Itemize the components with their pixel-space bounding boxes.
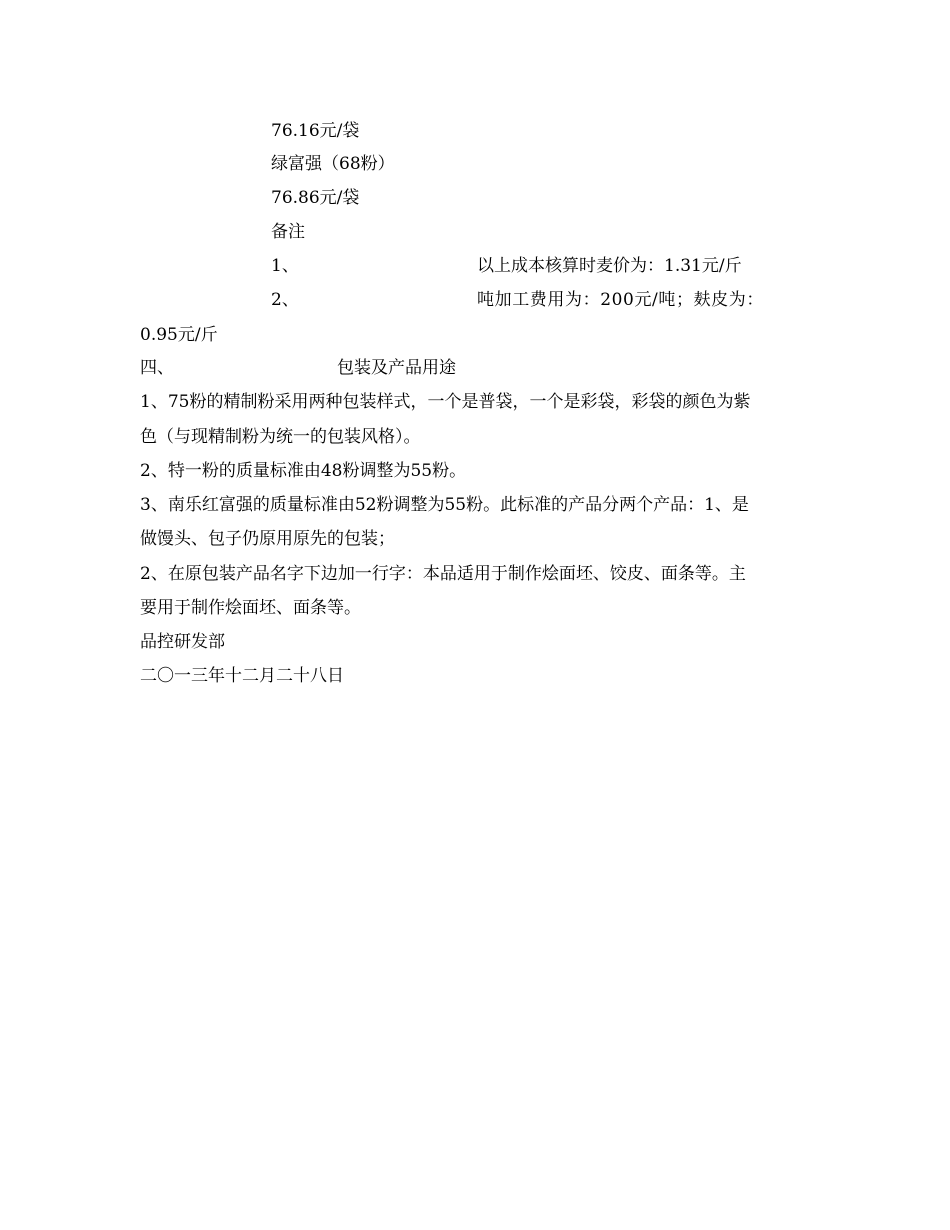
paragraph-4-line-1: 2、在原包装产品名字下边加一行字：本品适用于制作烩面坯、饺皮、面条等。主 bbox=[140, 564, 746, 584]
paragraph-1-line-1: 1、75粉的精制粉采用两种包装样式，一个是普袋，一个是彩袋，彩袋的颜色为紫 bbox=[140, 392, 751, 412]
note-2-text: 吨加工费用为：200元/吨；麸皮为： bbox=[477, 290, 764, 310]
note-2-number: 2、 bbox=[271, 290, 299, 310]
product-green-fuqiang: 绿富强（68粉） bbox=[271, 154, 395, 174]
note-1-number: 1、 bbox=[271, 256, 299, 276]
note-1-text: 以上成本核算时麦价为：1.31元/斤 bbox=[477, 256, 742, 276]
price-line-1: 76.16元/袋 bbox=[271, 121, 360, 141]
note-2-continuation: 0.95元/斤 bbox=[140, 325, 218, 345]
notes-label: 备注 bbox=[271, 222, 305, 242]
section-4-title: 包装及产品用途 bbox=[337, 358, 456, 378]
price-line-2: 76.86元/袋 bbox=[271, 188, 360, 208]
paragraph-2: 2、特一粉的质量标准由48粉调整为55粉。 bbox=[140, 461, 467, 481]
paragraph-3-line-1: 3、南乐红富强的质量标准由52粉调整为55粉。此标准的产品分两个产品：1、是 bbox=[140, 495, 749, 515]
section-4-number: 四、 bbox=[140, 358, 174, 378]
paragraph-4-line-2: 要用于制作烩面坯、面条等。 bbox=[140, 598, 361, 618]
paragraph-1-line-2: 色（与现精制粉为统一的包装风格）。 bbox=[140, 427, 421, 447]
document-date: 二〇一三年十二月二十八日 bbox=[140, 666, 344, 686]
paragraph-3-line-2: 做馒头、包子仍原用原先的包装； bbox=[140, 529, 395, 549]
department-signature: 品控研发部 bbox=[140, 632, 225, 652]
